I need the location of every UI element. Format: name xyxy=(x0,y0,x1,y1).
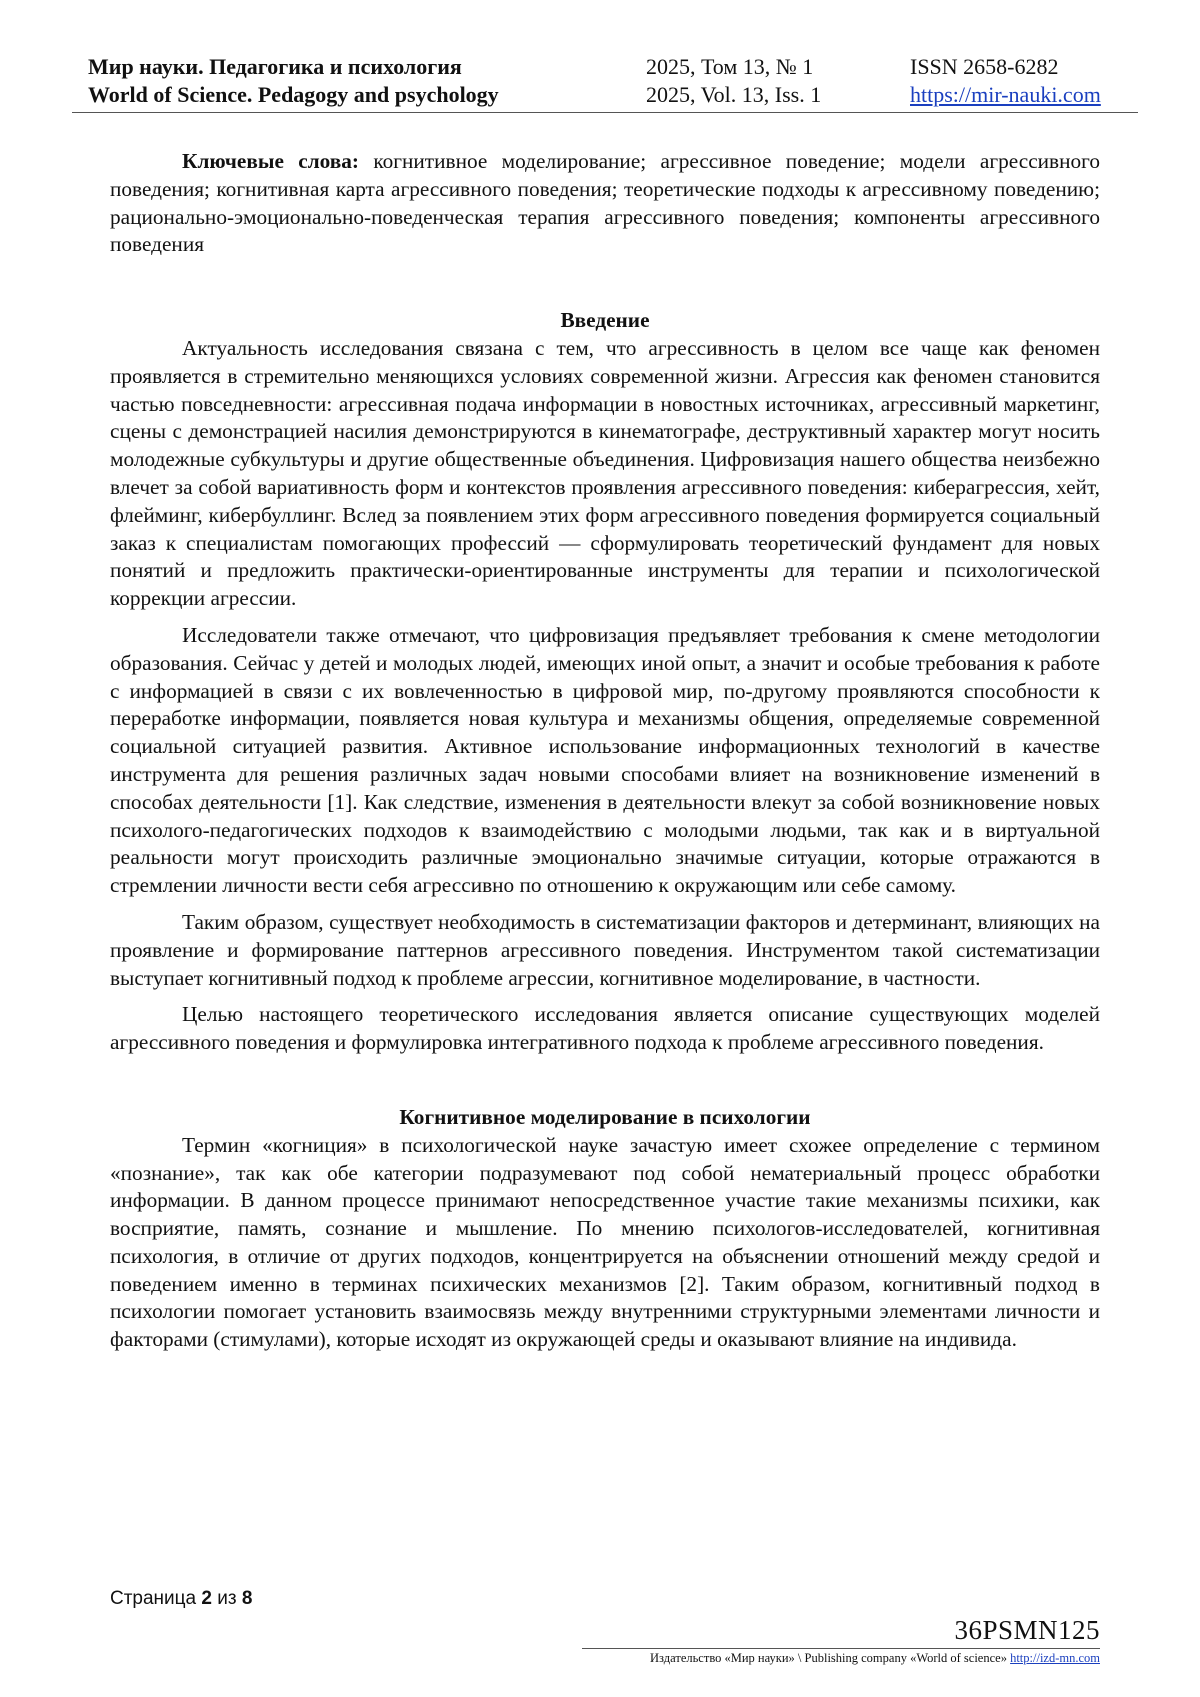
page-of: из xyxy=(217,1588,237,1609)
volume-ru: 2025, Том 13, № 1 xyxy=(646,54,814,79)
journal-title-ru: Мир науки. Педагогика и психология xyxy=(88,54,462,79)
publisher-text: Издательство «Мир науки» \ Publishing company «World of science» xyxy=(650,1651,1007,1665)
volume-en: 2025, Vol. 13, Iss. 1 xyxy=(646,82,822,107)
publisher-line xyxy=(650,1651,1100,1666)
page-total: 8 xyxy=(241,1588,253,1609)
header-divider xyxy=(72,112,1138,113)
keywords-label: Ключевые слова: xyxy=(182,149,360,173)
page-header xyxy=(88,53,1124,111)
page-word: Страница xyxy=(110,1588,197,1609)
section-title-intro: Введение xyxy=(560,308,650,333)
footer-divider xyxy=(582,1648,1100,1649)
intro-paragraph-3: Таким образом, существует необходимость в систематизации факторов и детерминант, влияющих на проявление и формирование паттернов агрессивного поведения. Инструментом такой систематизации выступает когнитивный подход к проблеме агрессии, когнитивное моделирование, в частности. xyxy=(110,909,1100,990)
journal-title xyxy=(88,53,499,109)
page-number xyxy=(110,1588,252,1610)
article-body xyxy=(110,148,1100,1363)
journal-title-en: World of Science. Pedagogy and psychology xyxy=(88,82,499,107)
journal-url-link[interactable]: https://mir-nauki.com xyxy=(910,82,1101,107)
article-code: 36PSMN125 xyxy=(954,1615,1100,1645)
keywords-text: когнитивное моделирование; агрессивное поведение; модели агрессивного поведения; когнитивная карта агрессивного поведения; теоретические подходы к агрессивному поведению; рационально-эмоционально-поведенческая терапия агрессивного поведения; компоненты агрессивного поведения xyxy=(110,149,1101,257)
cognitive-paragraph-1: Термин «когниция» в психологической науке зачастую имеет схожее определение с термином «познание», так как обе категории подразумевают под собой нематериальный процесс обработки информации. В данном процессе принимают непосредственное участие такие механизмы психики, как восприятие, память, сознание и мышление. По мнению психологов-исследователей, когнитивная психология, в отличие от других подходов, концентрируется на объяснении отношений между средой и поведением именно в терминах психических механизмов [2]. Таким образом, когнитивный подход в психологии помогает установить взаимосвязь между внутренними структурными элементами личности и факторами (стимулами), которые исходят из окружающей среды и оказывают влияние на индивида. xyxy=(110,1132,1100,1352)
issn: ISSN 2658-6282 xyxy=(910,54,1059,79)
issn-info xyxy=(910,53,1101,109)
page-current: 2 xyxy=(201,1588,212,1609)
section-title-cognitive: Когнитивное моделирование в психологии xyxy=(399,1104,811,1129)
intro-paragraph-2: Исследователи также отмечают, что цифровизация предъявляет требования к смене методологии образования. Сейчас у детей и молодых людей, имеющих иной опыт, а значит и особые требования к работе с информацией в связи с их вовлеченностью в цифровой мир, по-другому проявляются способности к переработке информации, появляется новая культура и механизмы общения, определяемые современной социальной ситуацией развития. Активное использование информационных технологий в качестве инструмента для решения различных задач новыми способами влияет на возникновение изменений в способах деятельности [1]. Как следствие, изменения в деятельности влекут за собой возникновение новых психолого-педагогических подходов к взаимодействию с молодыми людьми, так как и в виртуальной реальности могут происходить различные эмоционально значимые ситуации, которые отражаются в стремлении личности вести себя агрессивно по отношению к окружающим или себе самому. xyxy=(110,622,1100,898)
intro-paragraph-1: Актуальность исследования связана с тем, что агрессивность в целом все чаще как феномен проявляется в стремительно меняющихся условиях современной жизни. Агрессия как феномен становится частью повседневности: агрессивная подача информации в новостных источниках, агрессивный маркетинг, сцены с демонстрацией насилия демонстрируются в кинематографе, деструктивный характер могут носить молодежные субкультуры и другие общественные объединения. Цифровизация нашего общества неизбежно влечет за собой вариативность форм и контекстов проявления агрессивного поведения: киберагрессия, хейт, флейминг, кибербуллинг. Вслед за появлением этих форм агрессивного поведения формируется социальный заказ к специалистам помогающих профессий — сформулировать теоретический фундамент для новых понятий и предложить практически-ориентированные инструменты для терапии и психологической коррекции агрессии. xyxy=(110,335,1100,611)
intro-paragraph-4: Целью настоящего теоретического исследования является описание существующих моделей агрессивного поведения и формулировка интегративного подхода к проблеме агрессивного поведения. xyxy=(110,1002,1100,1055)
publisher-url-link[interactable]: http://izd-mn.com xyxy=(1010,1651,1100,1665)
volume-info xyxy=(646,53,821,109)
keywords xyxy=(110,148,1100,259)
